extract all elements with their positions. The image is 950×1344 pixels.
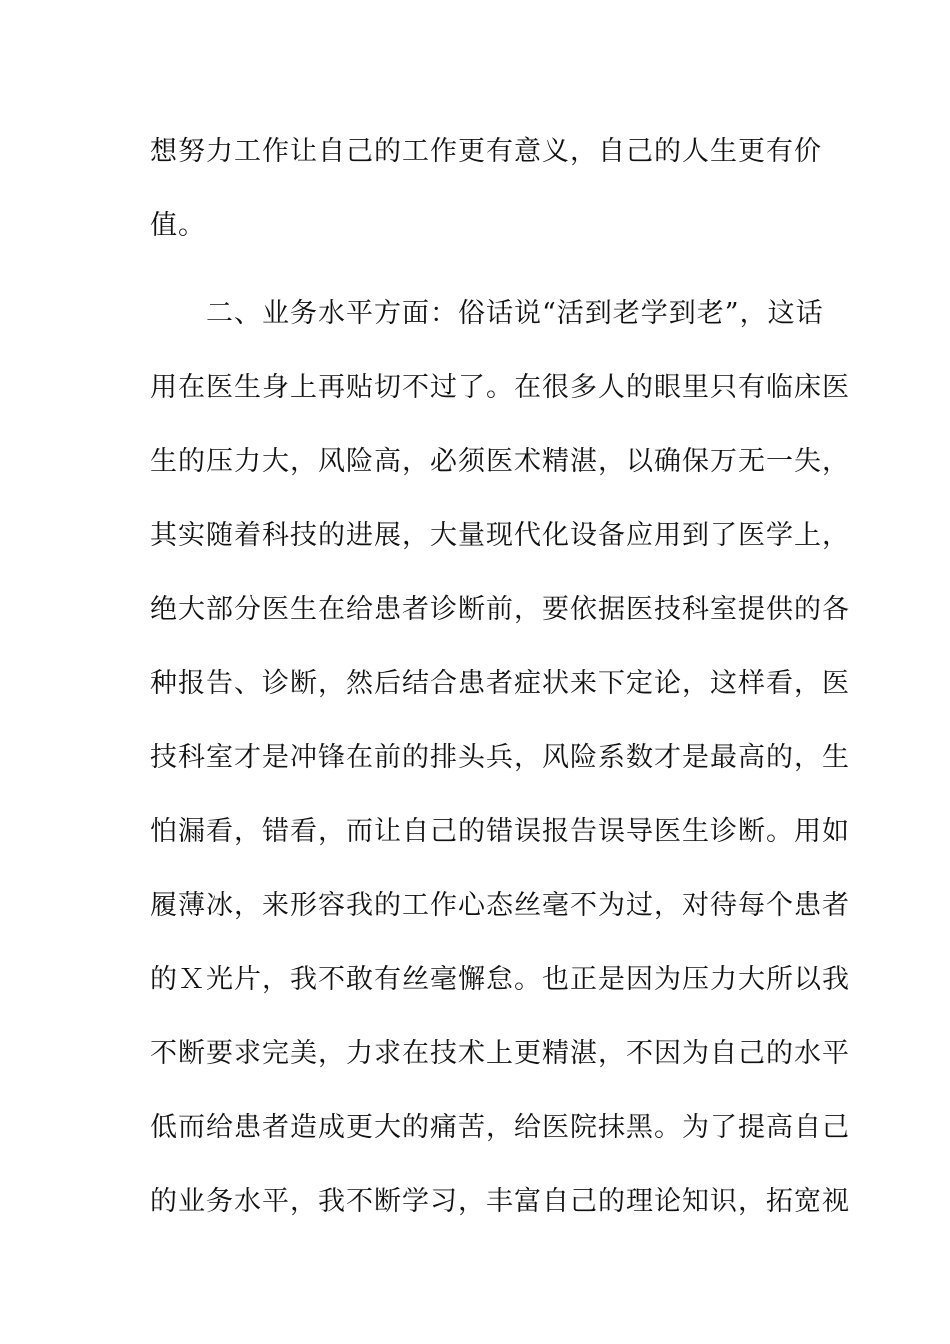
text-line-1: 想努力工作让自己的工作更有意义，自己的人生更有价 (150, 136, 822, 167)
text-line-14: 低而给患者造成更大的痛苦，给医院抹黑。为了提高自己 (150, 1112, 850, 1143)
text-line-4: 用在医生身上再贴切不过了。在很多人的眼里只有临床医 (150, 372, 850, 403)
text-line-11: 履薄冰，来形容我的工作心态丝毫不为过，对待每个患者 (150, 890, 850, 921)
text-line-13: 不断要求完美，力求在技术上更精湛，不因为自己的水平 (150, 1038, 850, 1069)
text-line-10: 怕漏看，错看，而让自己的错误报告误导医生诊断。用如 (150, 816, 850, 847)
body-text (150, 122, 850, 1246)
text-line-12: 的Ｘ光片，我不敢有丝毫懈怠。也正是因为压力大所以我 (150, 964, 850, 995)
text-line-7: 绝大部分医生在给患者诊断前，要依据医技科室提供的各 (150, 594, 850, 625)
text-line-15: 的业务水平，我不断学习，丰富自己的理论知识，拓宽视 (150, 1186, 850, 1217)
text-line-9: 技科室才是冲锋在前的排头兵，风险系数才是最高的，生 (150, 742, 850, 773)
text-line-3: 二、业务水平方面：俗话说“活到老学到老”，这话 (150, 298, 824, 329)
text-line-5: 生的压力大，风险高，必须医术精湛，以确保万无一失， (150, 446, 850, 477)
text-line-6: 其实随着科技的进展，大量现代化设备应用到了医学上， (150, 520, 850, 551)
text-line-8: 种报告、诊断，然后结合患者症状来下定论，这样看，医 (150, 668, 850, 699)
text-line-2: 值。 (150, 210, 206, 241)
